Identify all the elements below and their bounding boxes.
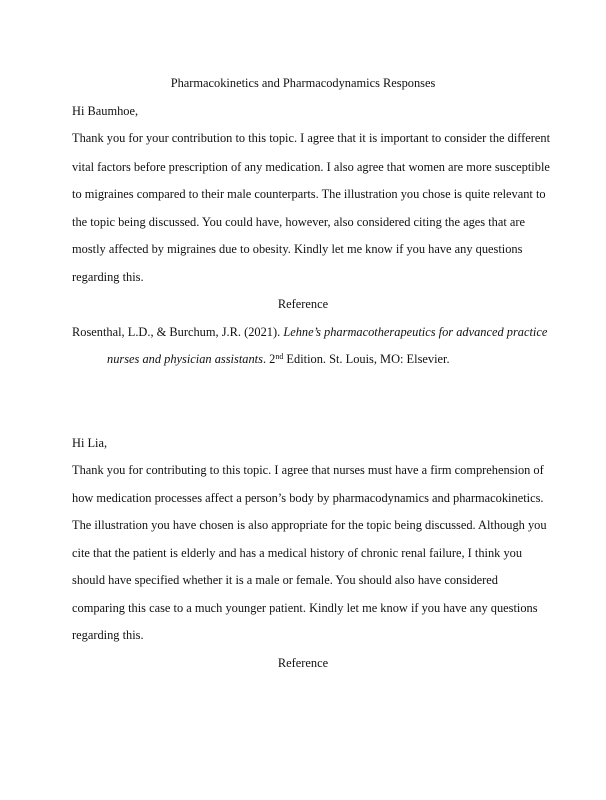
reference-heading-2: Reference	[277, 656, 329, 670]
reference-publisher: Edition. St. Louis, MO: Elsevier.	[283, 352, 450, 366]
greeting-lia: Hi Lia,	[72, 436, 108, 450]
paragraph-line: cite that the patient is elderly and has a medical history of chronic renal failure, I think you	[72, 546, 523, 560]
reference-title-part-2: nurses and physician assistants	[107, 352, 263, 366]
paragraph-line: regarding this.	[72, 628, 144, 642]
reference-line-1	[72, 325, 547, 340]
reference-authors: Rosenthal, L.D., & Burchum, J.R. (2021).	[72, 325, 284, 339]
paragraph-line: mostly affected by migraines due to obesity. Kindly let me know if you have any questions	[72, 242, 523, 256]
paragraph-line: the topic being discussed. You could have, however, also considered citing the ages that are	[72, 215, 526, 229]
paragraph-line: Thank you for contributing to this topic. I agree that nurses must have a firm comprehension of	[72, 463, 544, 477]
paragraph-line: regarding this.	[72, 270, 144, 284]
paragraph-line: The illustration you have chosen is also appropriate for the topic being discussed. Although you	[72, 518, 547, 532]
reference-edition-suffix: nd	[275, 352, 284, 361]
paragraph-line: to migraines compared to their male counterparts. The illustration you chose is quite relevant to	[72, 187, 546, 201]
paragraph-line: should have specified whether it is a male or female. You should also have considered	[72, 573, 498, 587]
reference-line-2	[107, 352, 450, 367]
reference-title-part-1: Lehne’s pharmacotherapeutics for advanced practice	[283, 325, 548, 339]
paragraph-line: comparing this case to a much younger patient. Kindly let me know if you have any questions	[72, 601, 538, 615]
paragraph-line: how medication processes affect a person’s body by pharmacodynamics and pharmacokinetics.	[72, 491, 544, 505]
reference-heading: Reference	[277, 297, 329, 311]
reference-edition-number: . 2	[262, 352, 276, 366]
paragraph-line: vital factors before prescription of any medication. I also agree that women are more susceptible	[72, 160, 550, 174]
page-title: Pharmacokinetics and Pharmacodynamics Responses	[170, 76, 436, 90]
greeting-baumhoe: Hi Baumhoe,	[72, 104, 139, 118]
paragraph-line: Thank you for your contribution to this topic. I agree that it is important to consider the different	[72, 131, 551, 145]
